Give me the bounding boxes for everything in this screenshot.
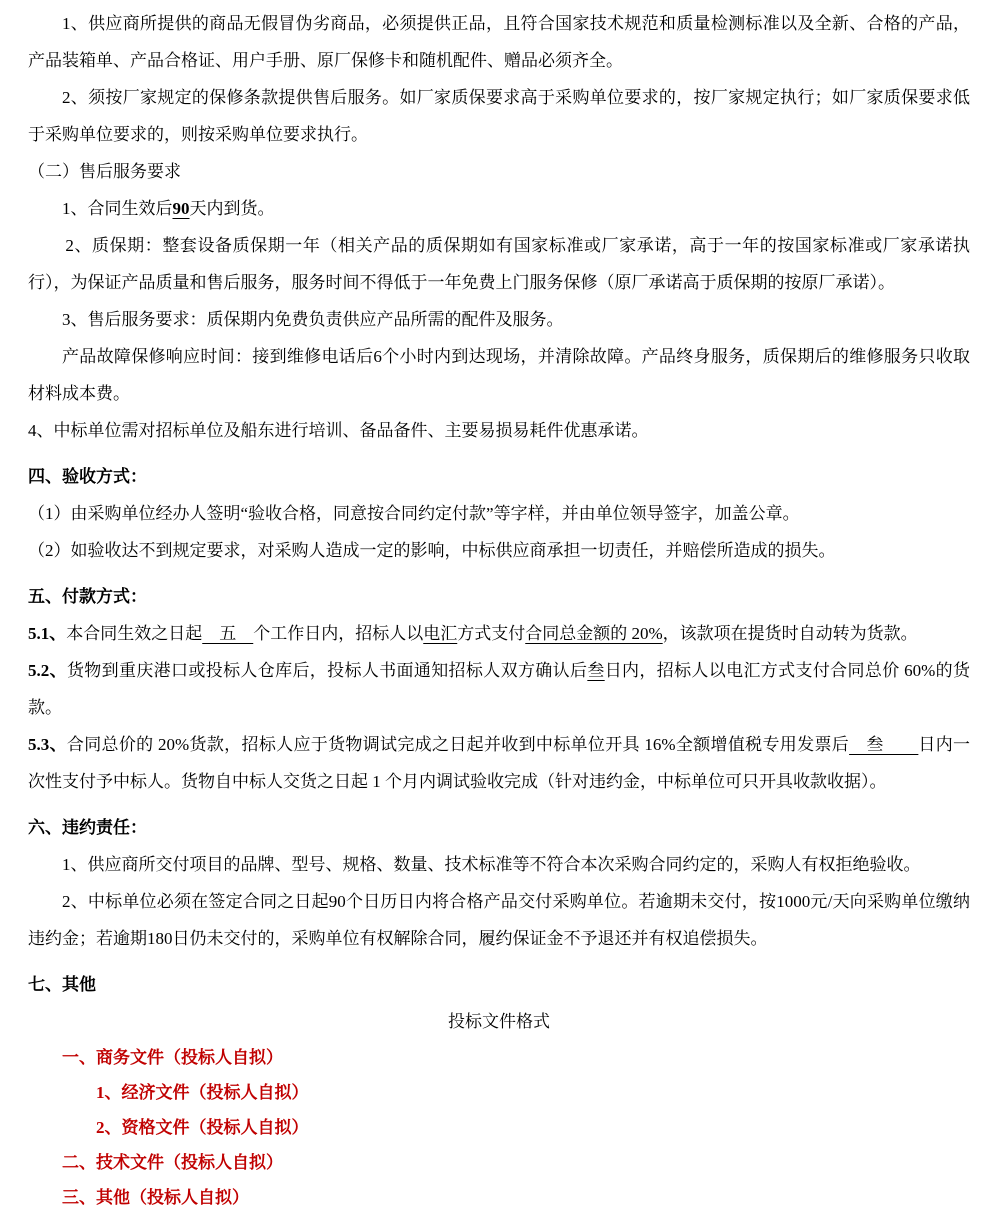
text-run: 叁 <box>849 735 919 754</box>
bid-item-other <box>62 1180 970 1215</box>
text-run: ，该款项在提货时自动转为货款。 <box>662 624 918 643</box>
bid-item-qualification-file <box>96 1110 970 1145</box>
text-run: 1、合同生效后 <box>62 199 173 218</box>
text-run: 1、供应商所交付项目的品牌、型号、规格、数量、技术标准等不符合本次采购合同约定的，采购人有权拒绝验收。 <box>62 855 921 874</box>
clause-after-sales-requirement <box>28 301 970 338</box>
clause-breach-1 <box>28 846 970 883</box>
text-run: 本合同生效之日起 <box>66 624 203 643</box>
text-run: 合同总金额的 20% <box>525 624 663 643</box>
text-run: 四、验收方式： <box>28 467 147 486</box>
text-run: （1）由采购单位经办人签明“验收合格，同意按合同约定付款”等字样，并由单位领导签字，加盖公章。 <box>28 504 800 523</box>
text-run: 方式支付 <box>457 624 526 643</box>
text-run: 五 <box>202 624 254 643</box>
text-run: 90 <box>172 199 190 218</box>
text-run: 1、供应商所提供的商品无假冒伪劣商品，必须提供正品，且符合国家技术规范和质量检测标准以及全新、合格的产品，产品装箱单、产品合格证、用户手册、原厂保修卡和随机配件、赠品必须齐全。 <box>28 14 970 70</box>
clause-repair-response-time <box>28 338 970 412</box>
heading-others <box>28 966 970 1003</box>
clause-payment-5-3 <box>28 726 970 800</box>
text-run: 货物到重庆港口或投标人仓库后，投标人书面通知招标人双方确认后 <box>66 661 588 680</box>
text-run: 5.1、 <box>28 624 67 643</box>
text-run: （二）售后服务要求 <box>28 162 181 181</box>
text-run: 日内，招标人以电汇方式支付合同总价 60%的货款。 <box>28 661 971 717</box>
text-run: 3、售后服务要求：质保期内免费负责供应产品所需的配件及服务。 <box>62 310 564 329</box>
text-run: 2、质保期：整套设备质保期一年（相关产品的质保期如有国家标准或厂家承诺，高于一年的按国家标准或厂家承诺执行），为保证产品质量和售后服务，服务时间不得低于一年免费上门服务保修（原厂承诺高于质保期的按原厂承诺）。 <box>28 236 970 292</box>
text-run: 1、经济文件（投标人自拟） <box>96 1083 309 1102</box>
text-run: 电汇 <box>423 624 458 643</box>
text-run: 二、技术文件（投标人自拟） <box>62 1153 283 1172</box>
clause-acceptance-1 <box>28 495 970 532</box>
text-run: 一、商务文件（投标人自拟） <box>62 1048 283 1067</box>
clause-warranty-period <box>28 227 970 301</box>
heading-acceptance-method <box>28 458 970 495</box>
text-run: 2、中标单位必须在签定合同之日起90个日历日内将合格产品交付采购单位。若逾期未交付，按1000元/天向采购单位缴纳违约金；若逾期180日仍未交付的，采购单位有权解除合同，履约保证金不予退还并有权追偿损失。 <box>28 892 970 948</box>
clause-payment-5-2 <box>28 652 970 726</box>
heading-breach-liability <box>28 809 970 846</box>
bid-document-format-title <box>28 1003 970 1040</box>
text-run: 叁 <box>587 661 605 680</box>
clause-training-commitment <box>28 412 970 449</box>
text-run: （2）如验收达不到规定要求，对采购人造成一定的影响，中标供应商承担一切责任，并赔偿所造成的损失。 <box>28 541 836 560</box>
text-run: 六、违约责任： <box>28 818 147 837</box>
clause-goods-quality <box>28 5 970 79</box>
text-run: 2、须按厂家规定的保修条款提供售后服务。如厂家质保要求高于采购单位要求的，按厂家规定执行；如厂家质保要求低于采购单位要求的，则按采购单位要求执行。 <box>28 88 970 144</box>
text-run: 日内一次性支付予中标人。货物自中标人交货之日起 1 个月内调试验收完成（针对违约金，中标单位可只开具收款收据）。 <box>28 735 971 791</box>
text-run: 产品故障保修响应时间：接到维修电话后6个小时内到达现场，并清除故障。产品终身服务，质保期后的维修服务只收取材料成本费。 <box>28 347 970 403</box>
clause-warranty-terms <box>28 79 970 153</box>
clause-delivery-time <box>28 190 970 227</box>
text-run: 5.3、 <box>28 735 67 754</box>
text-run: 五、付款方式： <box>28 587 147 606</box>
bid-item-economic-file <box>96 1075 970 1110</box>
text-run: 合同总价的 20%货款，招标人应于货物调试完成之日起并收到中标单位开具 16%全额增值税专用发票后 <box>66 735 850 754</box>
bid-item-business-file <box>62 1040 970 1075</box>
section-after-sales-service <box>28 153 970 190</box>
text-run: 2、资格文件（投标人自拟） <box>96 1118 309 1137</box>
text-run: 个工作日内，招标人以 <box>253 624 424 643</box>
text-run: 5.2、 <box>28 661 67 680</box>
text-run: 天内到货。 <box>189 199 275 218</box>
text-run: 4、中标单位需对招标单位及船东进行培训、备品备件、主要易损易耗件优惠承诺。 <box>28 421 649 440</box>
heading-payment-method <box>28 578 970 615</box>
text-run: 投标文件格式 <box>448 1012 550 1031</box>
text-run: 七、其他 <box>28 975 96 994</box>
clause-breach-2 <box>28 883 970 957</box>
clause-payment-5-1 <box>28 615 970 652</box>
clause-acceptance-2 <box>28 532 970 569</box>
bid-item-technical-file <box>62 1145 970 1180</box>
text-run: 三、其他（投标人自拟） <box>62 1188 249 1207</box>
